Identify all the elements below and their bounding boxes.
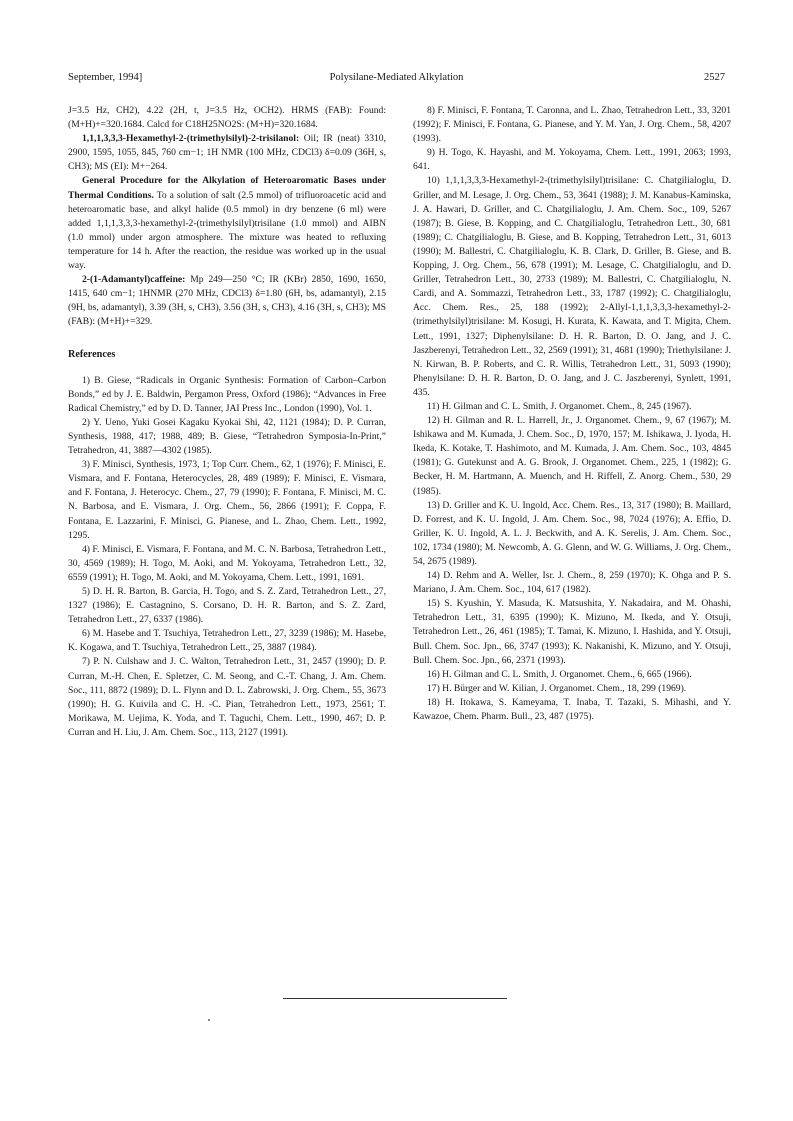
caffeine-title: 2-(1-Adamantyl)caffeine: — [82, 274, 186, 286]
procedure-text: To a solution of salt (2.5 mmol) of trifluoroacetic acid and heteroaromatic base, and alkyl halide (0.5 mmol) in dry benzene (6 ml) were added 1,1,1,3,3,3-hexamethyl-2-(trimethylsilyl)trisilane (1.0 mmol) and AIBN (1.0 mmol) under argon atmosphere. The mixture was heated to refluxing temperature for 14 h. After the reaction, the residue was worked up in the usual way. — [68, 189, 386, 272]
procedure-title: General Procedure for the Alkylation of Heteroaromatic Bases under Thermal Conditions. — [68, 175, 386, 201]
references-heading: References — [68, 348, 116, 360]
caffeine-paragraph — [68, 273, 386, 329]
scan-speck — [208, 1019, 210, 1021]
reference-item: 10) 1,1,1,3,3,3-Hexamethyl-2-(trimethylsilyl)trisilane: C. Chatgilialoglu, D. Griller, and M. Lesage, J. Org. Chem., 53, 3641 (1988); J. M. Kanabus-Kaminska, J. A. Hawari, D. Griller, and C. Chatgilialoglu, J. Am. Chem. Soc., 109, 5267 (1987); B. Giese, B. Kopping, and C. Chatgilialoglu, Tetrahedron Lett., 30, 681 (1989); C. Chatgilialoglu, B. Giese, and B. Kopping, Tetrahedron Lett., 31, 6013 (1990); M. Ballestri, C. Chatgilialoglu, K. B. Clark, D. Griller, B. Giese, and B. Kopping, J. Org. Chem., 56, 678 (1991); M. Lesage, C. Chatgilialoglu, and D. Griller, Tetrahedron Lett., 30, 2733 (1989); M. Ballestri, C. Chatgilialoglu, N. Cardi, and A. Sommazzi, Tetrahedron Lett., 33, 1787 (1992); C. Chatgilialoglu, Acc. Chem. Res., 25, 188 (1992); 2-Allyl-1,1,1,3,3,3-hexamethyl-2-(trimethylsilyl)trisilane: M. Kosugi, H. Kurata, K. Kawata, and T. Migita, Chem. Lett., 1991, 1327; Diphenylsilane: D. H. R. Barton, D. O. Jang, and J. C. Jaszberenyi, Tetrahedron Lett., 32, 2569 (1991); 31, 4681 (1990); Triethylsilane: J. N. Kirwan, B. P. Roberts, and C. R. Willis, Tetrahedron Lett., 31, 5093 (1990); Phenylsilane: D. H. R. Barton, D. O. Jang, and J. C. Jaszberenyi, Synlett, 1991, 435. — [413, 175, 731, 398]
reference-item: 11) H. Gilman and C. L. Smith, J. Organomet. Chem., 8, 245 (1967). — [427, 400, 692, 412]
reference-item: 5) D. H. R. Barton, B. Garcia, H. Togo, and S. Z. Zard, Tetrahedron Lett., 27, 1327 (1986); E. Castagnino, S. Corsano, D. H. R. Barton, and S. Z. Zard, Tetrahedron Lett., 27, 6337 (1986). — [68, 586, 386, 626]
page-number: 2527 — [704, 72, 725, 83]
reference-item: 2) Y. Ueno, Yuki Gosei Kagaku Kyokai Shi, 42, 1121 (1984); D. P. Curran, Synthesis, 1988, 417; 1988, 489; B. Giese, “Tetrahedron Symposia-In-Print,” Tetrahedron, 41, 3887—4302 (1985). — [68, 416, 386, 457]
reference-item: 18) H. Itokawa, S. Kameyama, T. Inaba, T. Tazaki, S. Mihashi, and Y. Kawazoe, Chem. Pharm. Bull., 23, 487 (1975). — [413, 696, 731, 723]
caffeine-data: Mp 249—250 °C; IR (KBr) 2850, 1690, 1650, 1415, 640 cm−1; 1HNMR (270 MHz, CDCl3) δ=1.80 (6H, bs, adamantyl), 2.15 (9H, bs, adamantyl), 3.39 (3H, s, CH3), 3.56 (3H, s, CH3), 4.16 (3H, s, CH3); MS (FAB): (M+H)+=329. — [68, 274, 386, 328]
reference-item: 17) H. Bürger and W. Kilian, J. Organomet. Chem., 18, 299 (1969). — [427, 682, 687, 694]
hrms-paragraph: J=3.5 Hz, CH2), 4.22 (2H, t, J=3.5 Hz, OCH2). HRMS (FAB): Found: (M+H)+=320.1684. Calcd for C18H25NO2S: (M+H)=320.1684. — [68, 105, 386, 131]
end-rule — [283, 998, 507, 999]
right-column — [413, 104, 731, 724]
reference-item: 16) H. Gilman and C. L. Smith, J. Organomet. Chem., 6, 665 (1966). — [427, 668, 692, 680]
reference-item: 1) B. Giese, “Radicals in Organic Synthesis: Formation of Carbon–Carbon Bonds,” ed by J. E. Baldwin, Pergamon Press, Oxford (1986); “Advances in Free Radical Chemistry,” ed by D. D. Tanner, JAI Press Inc., London (1990), Vol. 1. — [68, 374, 386, 414]
running-header — [68, 72, 725, 86]
reference-item: 4) F. Minisci, E. Vismara, F. Fontana, and M. C. N. Barbosa, Tetrahedron Lett., 30, 4569 (1989); H. Togo, M. Aoki, and M. Yokoyama, Tetrahedron Lett., 32, 6559 (1991); H. Togo, M. Aoki, and M. Yokoyama, Chem. Lett., 1991, 1691. — [68, 543, 386, 583]
reference-item: 12) H. Gilman and R. L. Harrell, Jr., J. Organomet. Chem., 9, 67 (1967); M. Ishikawa and M. Kumada, J. Chem. Soc., D, 1970, 157; M. Ishikawa, J. Iyoda, H. Ikeda, K. Kotake, T. Hashimoto, and M. Kumada, J. Am. Chem. Soc., 103, 4845 (1981); G. Gutekunst and A. G. Brook, J. Organomet. Chem., 225, 1 (1982); G. Becker, H. M. Hartmann, A. Muench, and H. Riffell, Z. Anorg. Chem., 530, 29 (1985). — [413, 415, 731, 497]
header-date: September, 1994] — [68, 72, 143, 83]
header-title: Polysilane-Mediated Alkylation — [329, 72, 464, 83]
left-column — [68, 104, 386, 740]
general-procedure-paragraph — [68, 174, 386, 273]
reference-item: 15) S. Kyushin, Y. Masuda, K. Matsushita, Y. Nakadaira, and M. Ohashi, Tetrahedron Lett., 31, 6395 (1990); K. Mizuno, M. Ikeda, and Y. Otsuji, Tetrahedron Lett., 26, 461 (1985); T. Tamai, K. Mizuno, I. Hashida, and Y. Otsuji, Bull. Chem. Soc. Jpn., 66, 3747 (1993); K. Nakanishi, K. Mizuno, and Y. Otsuji, Bull. Chem. Soc. Jpn., 66, 2371 (1993). — [413, 598, 731, 666]
compound-title: 1,1,1,3,3,3-Hexamethyl-2-(trimethylsilyl)-2-trisilanol: — [82, 133, 300, 145]
reference-item: 7) P. N. Culshaw and J. C. Walton, Tetrahedron Lett., 31, 2457 (1990); D. P. Curran, M.-H. Chen, E. Spletzer, C. M. Seong, and C.-T. Chang, J. Am. Chem. Soc., 111, 8872 (1989); D. L. Flynn and D. L. Zabrowski, J. Org. Chem., 55, 3673 (1990); H. G. Kuivila and C. H. -C. Pian, Tetrahedron Lett., 1973, 2561; T. Morikawa, M. Uejima, K. Yoda, and T. Taguchi, Chem. Lett., 1990, 467; D. P. Curran and H. Liu, J. Am. Chem. Soc., 113, 2127 (1991). — [68, 656, 386, 738]
reference-item: 3) F. Minisci, Synthesis, 1973, 1; Top Curr. Chem., 62, 1 (1976); F. Minisci, E. Vismara, and F. Fontana, Heterocycles, 28, 489 (1989); F. Minisci, E. Vismara, and F. Fontana, J. Heterocyc. Chem., 27, 79 (1990); F. Fontana, F. Minisci, M. C. N. Barbosa, and E. Vismara, J. Org. Chem., 56, 2866 (1991); F. Coppa, F. Fontana, E. Lazzarini, F. Minisci, G. Pianese, and L. Zhao, Chem. Lett., 1992, 1295. — [68, 459, 386, 541]
reference-item: 8) F. Minisci, F. Fontana, T. Caronna, and L. Zhao, Tetrahedron Lett., 33, 3201 (1992); F. Minisci, F. Fontana, G. Pianese, and Y. M. Yan, J. Org. Chem., 58, 4207 (1993). — [413, 105, 731, 145]
trisilanol-paragraph — [68, 132, 386, 174]
reference-item: 9) H. Togo, K. Hayashi, and M. Yokoyama, Chem. Lett., 1991, 2063; 1993, 641. — [413, 147, 731, 173]
reference-item: 6) M. Hasebe and T. Tsuchiya, Tetrahedron Lett., 27, 3239 (1986); M. Hasebe, K. Kogawa, and T. Tsuchiya, Tetrahedron Lett., 25, 3887 (1984). — [68, 628, 386, 654]
reference-item: 13) D. Griller and K. U. Ingold, Acc. Chem. Res., 13, 317 (1980); B. Maillard, D. Forrest, and K. U. Ingold, J. Am. Chem. Soc., 98, 7024 (1976); A. Effio, D. Griller, K. U. Ingold, A. L. J. Beckwith, and A. K. Serelis, J. Am. Chem. Soc., 102, 1734 (1980); M. Newcomb, A. G. Glenn, and W. G. Williams, J. Org. Chem., 54, 2675 (1989). — [413, 499, 731, 567]
reference-item: 14) D. Rehm and A. Weller, Isr. J. Chem., 8, 259 (1970); K. Ohga and P. S. Mariano, J. Am. Chem. Soc., 104, 617 (1982). — [413, 570, 731, 596]
compound-data: Oil; IR (neat) 3310, 2900, 1595, 1055, 845, 760 cm−1; 1H NMR (100 MHz, CDCl3) δ=0.09 (36H, s, CH3); MS (EI): M+−264. — [68, 133, 386, 173]
